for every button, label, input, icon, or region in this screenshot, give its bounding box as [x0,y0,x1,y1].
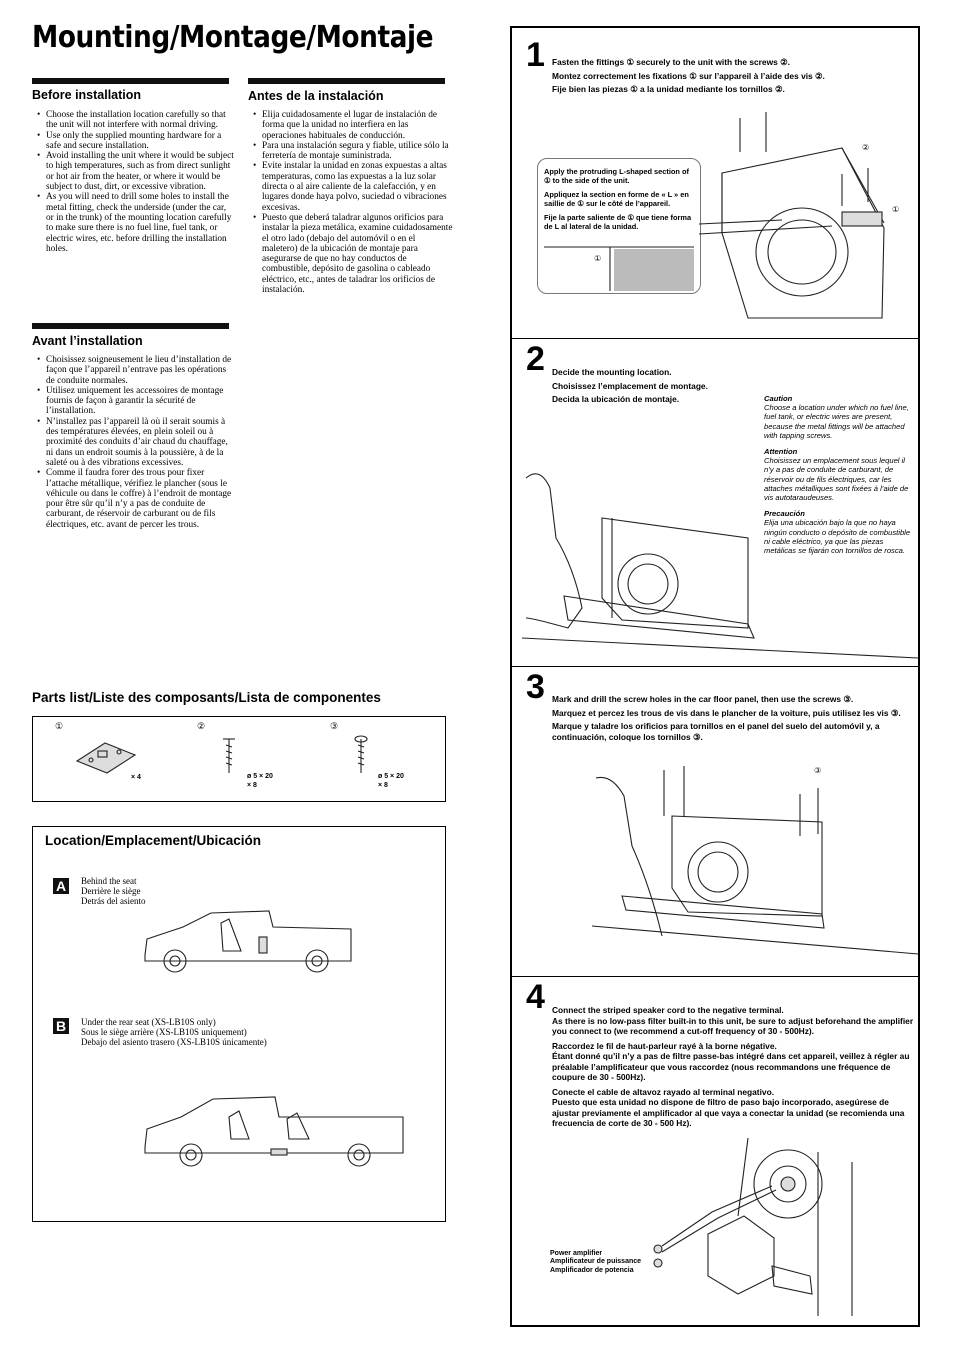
list-item: • As you will need to drill some holes to install the metal fitting, check the underside (under the car, or in the trunk) of the mounting location carefully to make sure there is no fuel line, fuel tank, or electric wires, etc. before drilling the installation holes. [39,192,235,254]
list-item: • Para una instalación segura y fiable, utilice sólo la ferretería de montaje suministrada. [255,141,453,162]
text-line: Derrière le siège [81,886,141,896]
step-3 [512,666,918,977]
part-qty: × 8 [247,782,257,789]
step-number: 4 [526,978,545,1016]
list-item: • Puesto que deberá taladrar algunos orificios para instalar la pieza metálica, examine cuidadosamente el otro lado (debajo del automóvil o en el maletero) de la ubicación de montaje para asegurarse de que no hay conductos de combustible, depósito de gasolina o cableado eléctrico, etc., antes de taladrar los orificios de instalación. [255,213,453,295]
text-line: Conecte el cable de altavoz rayado al terminal negativo. [552,1086,775,1097]
list-item: • Evite instalar la unidad en zonas expuestas a altas temperaturas, como las expuestas a la luz solar directa o al aire caliente de la calefacción, y en lugares donde haya polvo, suciedad o vibraciones excesivas. [255,161,453,212]
step-number: 3 [526,668,545,706]
part-marker: ③ [814,766,822,775]
text-line: Fije bien las piezas ① a la unidad mediante los tornillos ②. [552,84,785,94]
text-line: Puesto que esta unidad no dispone de filtro de paso bajo incorporado, asegúrese de ajustar previamente el amplificador al que vaya a conectar la unidad (se recomienda una frecuencia de corte de 30 - 500 Hz). [552,1097,905,1128]
steps-frame [510,26,920,1327]
before-installation-heading: Before installation [32,88,142,102]
text-line: Mark and drill the screw holes in the car floor panel, then use the screws ③. [552,694,854,704]
section-rule [32,78,229,84]
text-line: Debajo del asiento trasero (XS-LB10S únicamente) [81,1037,267,1047]
text-line: Marque y taladre los orificios para tornillos en el panel del suelo del automóvil y, a continuación, coloque los tornillos ③. [552,721,880,742]
location-box [32,826,446,1222]
text-line: As there is no low-pass filter built-in to this unit, be sure to adjust beforehand the amplifier you connect to (we recommend a cut-off frequency of 30 - 500Hz). [552,1015,914,1036]
step-4 [512,976,918,1325]
location-a-badge: A [53,878,69,894]
part-marker: ① [594,254,602,263]
location-heading: Location/Emplacement/Ubicación [45,833,262,848]
parts-heading: Parts list/Liste des composants/Lista de componentes [32,690,381,705]
part-number: ② [197,721,206,731]
antes-heading: Antes de la instalación [248,89,384,103]
list-item: • N’installez pas l’appareil là où il serait soumis à des températures élevées, en plein soleil ou à proximité des conduits d’air chaud du chauffage, ni dans un endroit soumis à la poussière, à de la saleté ou à des vibrations excessives. [39,417,235,468]
note-text: Choose a location under which no fuel line, fuel tank, or electric wires are present, because the metal fittings will be attached with tapping screws. [764,403,909,440]
avant-list [32,355,235,530]
part-number: ① [55,721,64,731]
text-line: Behind the seat [81,876,137,886]
amplifier-label [550,1250,641,1275]
text-line: Connect the striped speaker cord to the negative terminal. [552,1005,784,1015]
note-title: Attention [764,447,798,457]
text-line: Raccordez le fil de haut-parleur rayé à la borne négative. [552,1040,777,1051]
antes-list [248,110,453,295]
page-title: Mounting/Montage/Montaje [32,20,434,55]
text-line: Power amplifier [550,1250,603,1257]
part-spec: ø 5 × 20 [247,773,273,780]
part-qty: × 4 [131,774,141,781]
parts-box [32,716,446,802]
text-line: Under the rear seat (XS-LB10S only) [81,1017,216,1027]
text-line: Appliquez la section en forme de « L » en saillie de ① sur le côté de l’appareil. [544,190,689,208]
text-line: Amplificateur de puissance [550,1258,642,1266]
part-marker: ② [862,143,870,152]
step-number: 2 [526,340,545,378]
list-item: • Choisissez soigneusement le lieu d’installation de façon que l’appareil n’entrave pas les opérations de conduite normales. [39,355,235,386]
before-installation-list [32,110,235,254]
list-item: • Use only the supplied mounting hardware for a safe and secure installation. [39,131,235,152]
list-item: • Comme il faudra forer des trous pour fixer l’attache métallique, vérifiez le plancher (sous le véhicule ou dans le coffre) à l’endroit de montage pour être sûr qu’il n’y a pas de conduite de carburant, de réservoir de carburant ou de fils électriques, etc. avant de percer les trous. [39,468,235,530]
part-qty: × 8 [378,782,388,789]
list-item: • Avoid installing the unit where it would be subject to high temperatures, such as from direct sunlight or hot air from the heater, or where it would be subject to dust, dirt, or excessive vibration. [39,151,235,192]
list-item: • Choose the installation location carefully so that the unit will not interfere with normal driving. [39,110,235,131]
text-line: Marquez et percez les trous de vis dans le plancher de la voiture, puis utilisez les vis ③. [552,707,901,718]
step-2-illustration [512,338,918,666]
list-item: • Utilisez uniquement les accessoires de montage fournis de façon à garantir la sécurité de l’installation. [39,386,235,417]
text-line: Decida la ubicación de montaje. [552,394,680,404]
section-rule [248,78,445,84]
location-b-text [81,1017,267,1047]
note-title: Caution [764,394,793,403]
step-2 [512,338,918,667]
text-line: Detrás del asiento [81,896,146,906]
part-spec: ø 5 × 20 [378,773,404,780]
text-line: Sous le siège arrière (XS-LB10S uniquement) [81,1027,247,1037]
note-title: Precaución [764,509,805,519]
text-line: Fije la parte saliente de ① que tiene forma de L al lateral de la unidad. [544,213,692,231]
text-line: Apply the protruding L-shaped section of ① to the side of the unit. [544,167,689,185]
step-number: 1 [526,36,545,74]
text-line: Fasten the fittings ① securely to the unit with the screws ②. [552,57,790,67]
text-line: Amplificador de potencia [550,1266,634,1274]
step-3-illustration [512,666,918,976]
part-number: ③ [330,721,339,731]
note-text: Elija una ubicación bajo la que no haya ningún conducto o depósito de combustible ni cable eléctrico, ya que las piezas metálicas se fijarán con tornillos de rosca. [764,518,911,556]
text-line: Decide the mounting location. [552,367,672,377]
part-marker: ① [892,205,900,214]
note-text: Choisissez un emplacement sous lequel il n’y a pas de conduite de carburant, de réservoir ou de fils électriques, car les attaches métalliques sont fixées à l’aide de vis autotaraudeuses. [764,456,909,503]
text-line: Étant donné qu’il n’y a pas de filtre passe-bas intégré dans cet appareil, veillez à régler au préalable l’amplificateur que vous raccordez (nous recommandons une fréquence de coupure de 30 - 500Hz). [552,1051,910,1082]
step-1 [512,28,918,339]
step-1-illustration [512,28,918,338]
section-rule [32,323,229,329]
text-line: Choisissez l’emplacement de montage. [552,380,708,391]
list-item: • Elija cuidadosamente el lugar de instalación de forma que la unidad no interfiera en las operaciones habituales de conducción. [255,110,453,141]
text-line: Montez correctement les fixations ① sur l’appareil à l’aide des vis ②. [552,70,825,81]
location-b-badge: B [53,1018,69,1034]
avant-heading: Avant l’installation [32,334,143,348]
